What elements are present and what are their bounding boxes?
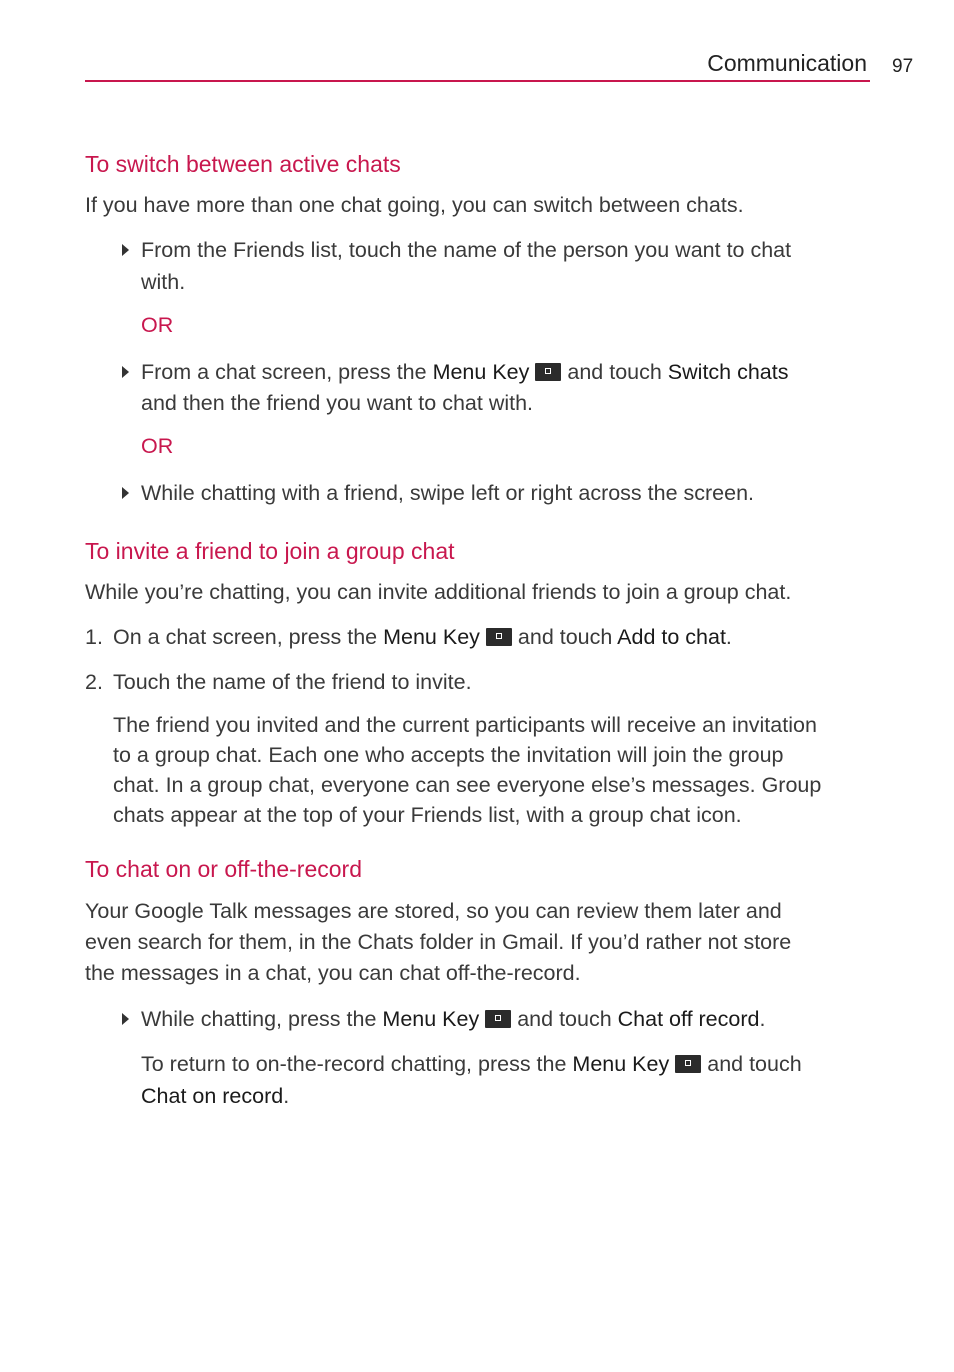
bullet-friends-list-line1: From the Friends list, touch the name of the person you want to chat <box>141 238 792 262</box>
chat-on-record-label: Chat on record <box>141 1084 284 1108</box>
bullet-friends-list-line2: with. <box>141 270 186 294</box>
menu-key-label: Menu Key <box>572 1052 670 1076</box>
menu-key-icon <box>485 1010 511 1028</box>
bullet-swipe: While chatting with a friend, swipe left or right across the screen. <box>141 481 755 505</box>
note-line: chat. In a group chat, everyone can see everyone else’s messages. Group <box>113 773 822 797</box>
text: While chatting, press the <box>141 1007 383 1031</box>
menu-key-label: Menu Key <box>382 1007 480 1031</box>
heading-invite-friend: To invite a friend to join a group chat <box>85 538 455 564</box>
heading-off-the-record: To chat on or off-the-record <box>85 856 362 882</box>
menu-key-label: Menu Key <box>383 625 480 649</box>
text: and touch <box>567 360 668 384</box>
paragraph-switch-intro: If you have more than one chat going, you can switch between chats. <box>85 193 744 217</box>
bullet-chat-off-record <box>141 1004 765 1035</box>
bullet-arrow-icon <box>122 487 129 499</box>
header-rule <box>85 80 870 82</box>
note-line: chats appear at the top of your Friends list, with a group chat icon. <box>113 803 742 827</box>
note-invitation <box>113 710 821 830</box>
bullet-arrow-icon <box>122 366 129 378</box>
note-line: to a group chat. Each one who accepts the invitation will join the group <box>113 743 784 767</box>
text: . <box>283 1084 290 1108</box>
switch-chats-label: Switch chats <box>667 360 789 384</box>
step-1 <box>113 622 732 653</box>
or-separator: OR <box>141 313 174 337</box>
paragraph-invite-intro: While you’re chatting, you can invite additional friends to join a group chat. <box>85 580 792 604</box>
menu-key-icon <box>535 363 561 381</box>
bullet-chat-screen-line2: and then the friend you want to chat with. <box>141 391 534 415</box>
return-on-record-line1 <box>141 1049 802 1080</box>
step-number: 2. <box>85 670 103 694</box>
text: . <box>725 625 732 649</box>
step-2: Touch the name of the friend to invite. <box>113 670 472 694</box>
return-on-record-line2 <box>141 1081 289 1112</box>
bullet-chat-screen-line1 <box>141 357 788 388</box>
text: and touch <box>517 1007 618 1031</box>
menu-key-label: Menu Key <box>432 360 530 384</box>
running-header-section: Communication <box>707 50 867 76</box>
page-number: 97 <box>892 56 914 77</box>
intro-line: the messages in a chat, you can chat off-the-record. <box>85 961 581 985</box>
text: From a chat screen, press the <box>141 360 433 384</box>
paragraph-record-intro <box>85 896 791 989</box>
text: . <box>759 1007 766 1031</box>
intro-line: even search for them, in the Chats folder in Gmail. If you’d rather not store <box>85 930 792 954</box>
text: and touch <box>517 625 618 649</box>
text: and touch <box>707 1052 802 1076</box>
step-number: 1. <box>85 625 103 649</box>
text: To return to on-the-record chatting, press the <box>141 1052 573 1076</box>
add-to-chat-label: Add to chat <box>617 625 726 649</box>
heading-switch-chats: To switch between active chats <box>85 151 401 177</box>
bullet-arrow-icon <box>122 1013 129 1025</box>
menu-key-icon <box>486 628 512 646</box>
bullet-arrow-icon <box>122 244 129 256</box>
or-separator: OR <box>141 434 174 458</box>
note-line: The friend you invited and the current participants will receive an invitation <box>113 713 817 737</box>
chat-off-record-label: Chat off record <box>617 1007 760 1031</box>
text: On a chat screen, press the <box>113 625 384 649</box>
menu-key-icon <box>675 1055 701 1073</box>
intro-line: Your Google Talk messages are stored, so you can review them later and <box>85 899 782 923</box>
